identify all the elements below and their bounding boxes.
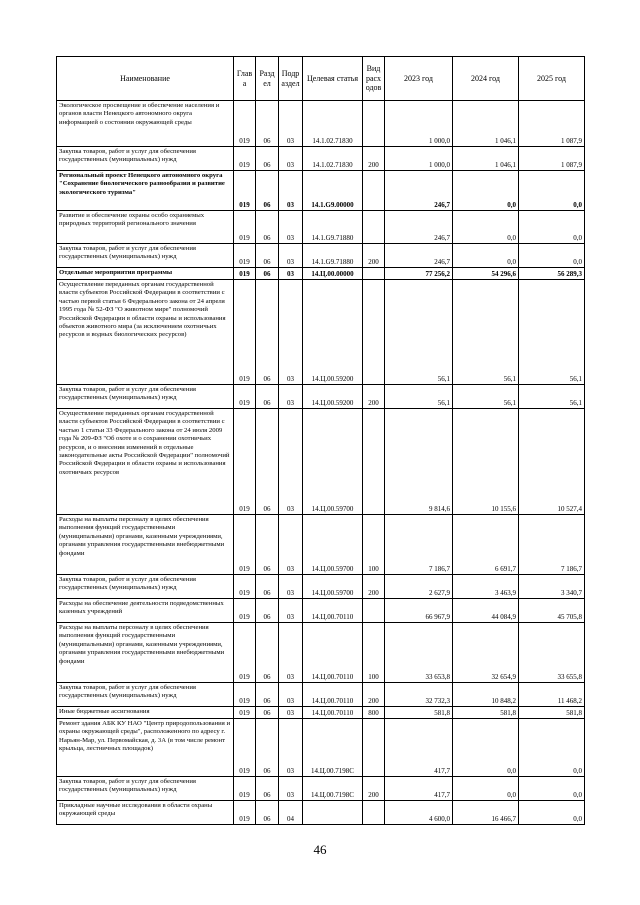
- row-name: Закупка товаров, работ и услуг для обеспечения государственных (муниципальных) нужд: [57, 575, 234, 599]
- row-value-2025: 0,0: [519, 211, 585, 244]
- row-razdel: 06: [256, 244, 279, 268]
- row-name: Расходы на обеспечение деятельности подведомственных казенных учреждений: [57, 599, 234, 623]
- row-podrazdel: 03: [279, 719, 303, 777]
- table-row: [57, 623, 585, 683]
- row-target-article: 14.1.02.71830: [303, 147, 363, 171]
- row-value-2024: 10 848,2: [453, 683, 519, 707]
- row-value-2025: 0,0: [519, 719, 585, 777]
- row-value-2023: 9 814,6: [385, 409, 453, 515]
- row-value-2025: 0,0: [519, 171, 585, 211]
- row-value-2024: 10 155,6: [453, 409, 519, 515]
- row-name: Экологическое просвещение и обеспечение населения и органов власти Ненецкого автономного округа информацией о состоянии окружающей среды: [57, 101, 234, 147]
- row-value-2024: 0,0: [453, 777, 519, 801]
- row-razdel: 06: [256, 211, 279, 244]
- row-podrazdel: 03: [279, 147, 303, 171]
- row-expense-type: [363, 101, 385, 147]
- row-glava: 019: [234, 171, 256, 211]
- table-row: [57, 385, 585, 409]
- page-number: 46: [313, 842, 327, 857]
- row-podrazdel: 03: [279, 777, 303, 801]
- row-glava: 019: [234, 101, 256, 147]
- row-razdel: 06: [256, 280, 279, 385]
- row-value-2025: 0,0: [519, 244, 585, 268]
- row-value-2023: 77 256,2: [385, 268, 453, 280]
- row-glava: 019: [234, 599, 256, 623]
- row-name: Прикладные научные исследования в области охраны окружающей среды: [57, 801, 234, 825]
- col-header-2023: 2023 год: [385, 57, 453, 101]
- row-name: Ремонт здания АБК КУ НАО "Центр природопользования и охраны окружающей среды", расположенного по адресу г. Нарьян-Мар, ул. Первомайская, д. 3А (в том числе ремонт крыльца, лестничных площадок): [57, 719, 234, 777]
- col-header-2024: 2024 год: [453, 57, 519, 101]
- table-row: [57, 719, 585, 777]
- col-header-glava: Глав а: [234, 57, 256, 101]
- row-glava: 019: [234, 268, 256, 280]
- row-value-2025: 0,0: [519, 777, 585, 801]
- row-value-2025: 56,1: [519, 280, 585, 385]
- row-target-article: 14.Ц.00.7198С: [303, 777, 363, 801]
- row-target-article: 14.Ц.00.59700: [303, 575, 363, 599]
- row-value-2023: 32 732,3: [385, 683, 453, 707]
- row-name: Отдельные мероприятия программы: [57, 268, 234, 280]
- row-glava: 019: [234, 683, 256, 707]
- row-value-2024: 56,1: [453, 280, 519, 385]
- row-razdel: 06: [256, 801, 279, 825]
- row-expense-type: [363, 599, 385, 623]
- row-razdel: 06: [256, 777, 279, 801]
- row-glava: 019: [234, 515, 256, 575]
- row-podrazdel: 03: [279, 244, 303, 268]
- row-name: Расходы на выплаты персоналу в целях обеспечения выполнения функций государственными (муниципальными) органами, казенными учреждениями, органами управления государственными внебюджетными фондами: [57, 623, 234, 683]
- table-row: [57, 683, 585, 707]
- col-header-razdel: Разд ел: [256, 57, 279, 101]
- row-value-2025: 1 087,9: [519, 147, 585, 171]
- row-expense-type: [363, 211, 385, 244]
- row-target-article: 14.1.G9.71880: [303, 211, 363, 244]
- row-razdel: 06: [256, 515, 279, 575]
- table-row: [57, 171, 585, 211]
- table-row: [57, 268, 585, 280]
- row-podrazdel: 03: [279, 409, 303, 515]
- table-row: [57, 801, 585, 825]
- row-expense-type: 200: [363, 777, 385, 801]
- table-row: [57, 280, 585, 385]
- row-value-2023: 417,7: [385, 719, 453, 777]
- row-value-2025: 45 705,8: [519, 599, 585, 623]
- row-podrazdel: 03: [279, 101, 303, 147]
- row-value-2025: 0,0: [519, 801, 585, 825]
- row-glava: 019: [234, 801, 256, 825]
- row-name: Расходы на выплаты персоналу в целях обеспечения выполнения функций государственными (муниципальными) органами, казенными учреждениями, органами управления государственными внебюджетными фондами: [57, 515, 234, 575]
- table-row: [57, 101, 585, 147]
- row-value-2024: 56,1: [453, 385, 519, 409]
- row-value-2024: 32 654,9: [453, 623, 519, 683]
- row-target-article: 14.Ц.00.59200: [303, 280, 363, 385]
- row-name: Закупка товаров, работ и услуг для обеспечения государственных (муниципальных) нужд: [57, 244, 234, 268]
- row-expense-type: 200: [363, 683, 385, 707]
- row-target-article: 14.Ц.00.59700: [303, 409, 363, 515]
- row-name: Иные бюджетные ассигнования: [57, 707, 234, 719]
- row-glava: 019: [234, 211, 256, 244]
- row-target-article: 14.Ц.00.59700: [303, 515, 363, 575]
- row-value-2023: 66 967,9: [385, 599, 453, 623]
- row-glava: 019: [234, 244, 256, 268]
- row-glava: 019: [234, 575, 256, 599]
- row-value-2023: 246,7: [385, 211, 453, 244]
- row-value-2025: 7 186,7: [519, 515, 585, 575]
- row-razdel: 06: [256, 101, 279, 147]
- table-row: [57, 211, 585, 244]
- row-name: Закупка товаров, работ и услуг для обеспечения государственных (муниципальных) нужд: [57, 683, 234, 707]
- row-name: Закупка товаров, работ и услуг для обеспечения государственных (муниципальных) нужд: [57, 147, 234, 171]
- row-value-2023: 33 653,8: [385, 623, 453, 683]
- row-target-article: 14.Ц.00.70110: [303, 623, 363, 683]
- row-podrazdel: 03: [279, 211, 303, 244]
- row-expense-type: [363, 268, 385, 280]
- row-podrazdel: 03: [279, 385, 303, 409]
- row-razdel: 06: [256, 623, 279, 683]
- table-row: [57, 777, 585, 801]
- row-value-2023: 7 186,7: [385, 515, 453, 575]
- row-value-2024: 54 296,6: [453, 268, 519, 280]
- row-value-2023: 56,1: [385, 280, 453, 385]
- row-razdel: 06: [256, 147, 279, 171]
- row-value-2025: 33 655,8: [519, 623, 585, 683]
- row-razdel: 06: [256, 683, 279, 707]
- row-glava: 019: [234, 280, 256, 385]
- row-podrazdel: 04: [279, 801, 303, 825]
- row-target-article: 14.Ц.00.7198С: [303, 719, 363, 777]
- row-podrazdel: 03: [279, 280, 303, 385]
- row-value-2024: 1 046,1: [453, 147, 519, 171]
- row-podrazdel: 03: [279, 599, 303, 623]
- table-row: [57, 409, 585, 515]
- row-value-2024: 44 084,9: [453, 599, 519, 623]
- row-name: Развитие и обеспечение охраны особо охраняемых природных территорий регионального значения: [57, 211, 234, 244]
- table-row: [57, 575, 585, 599]
- table-row: [57, 147, 585, 171]
- row-expense-type: 100: [363, 515, 385, 575]
- row-target-article: 14.1.G9.00000: [303, 171, 363, 211]
- row-podrazdel: 03: [279, 268, 303, 280]
- row-value-2023: 1 000,0: [385, 147, 453, 171]
- row-name: Осуществление переданных органам государственной власти субъектов Российской Федерации в соответствии с частью 1 статьи 33 Федерального закона от 24 июля 2009 года № 209-ФЗ "Об охоте и о сохранении охотничьих ресурсов, и о внесении изменений в отдельные законодательные акты Российской Федерации" полномочий Российской Федерации в области охраны и использования охотничьих ресурсов: [57, 409, 234, 515]
- row-value-2023: 417,7: [385, 777, 453, 801]
- row-glava: 019: [234, 385, 256, 409]
- row-expense-type: [363, 801, 385, 825]
- row-target-article: 14.Ц.00.00000: [303, 268, 363, 280]
- row-value-2023: 2 627,9: [385, 575, 453, 599]
- row-value-2023: 246,7: [385, 244, 453, 268]
- row-target-article: 14.Ц.00.70110: [303, 707, 363, 719]
- row-value-2024: 6 691,7: [453, 515, 519, 575]
- col-header-target-article: Целевая статья: [303, 57, 363, 101]
- row-glava: 019: [234, 147, 256, 171]
- row-razdel: 06: [256, 268, 279, 280]
- row-target-article: 14.1.02.71830: [303, 101, 363, 147]
- row-value-2024: 0,0: [453, 211, 519, 244]
- row-glava: 019: [234, 707, 256, 719]
- row-expense-type: 100: [363, 623, 385, 683]
- row-podrazdel: 03: [279, 515, 303, 575]
- row-value-2025: 1 087,9: [519, 101, 585, 147]
- row-target-article: 14.1.G9.71880: [303, 244, 363, 268]
- row-razdel: 06: [256, 409, 279, 515]
- row-expense-type: 200: [363, 147, 385, 171]
- row-value-2024: 1 046,1: [453, 101, 519, 147]
- table-row: [57, 244, 585, 268]
- row-podrazdel: 03: [279, 575, 303, 599]
- row-glava: 019: [234, 409, 256, 515]
- row-expense-type: 200: [363, 244, 385, 268]
- row-expense-type: 200: [363, 575, 385, 599]
- col-header-name: Наименование: [57, 57, 234, 101]
- row-expense-type: 800: [363, 707, 385, 719]
- row-podrazdel: 03: [279, 171, 303, 211]
- row-expense-type: [363, 409, 385, 515]
- row-target-article: [303, 801, 363, 825]
- row-value-2024: 0,0: [453, 719, 519, 777]
- row-target-article: 14.Ц.00.70110: [303, 683, 363, 707]
- row-podrazdel: 03: [279, 683, 303, 707]
- row-razdel: 06: [256, 707, 279, 719]
- row-value-2023: 1 000,0: [385, 101, 453, 147]
- row-name: Региональный проект Ненецкого автономного округа "Сохранение биологического разнообразия и развитие экологического туризма": [57, 171, 234, 211]
- table-row: [57, 515, 585, 575]
- row-glava: 019: [234, 777, 256, 801]
- row-value-2025: 56,1: [519, 385, 585, 409]
- row-value-2025: 10 527,4: [519, 409, 585, 515]
- row-target-article: 14.Ц.00.59200: [303, 385, 363, 409]
- header-row: [57, 57, 585, 101]
- row-value-2023: 4 600,0: [385, 801, 453, 825]
- row-value-2024: 3 463,9: [453, 575, 519, 599]
- row-expense-type: [363, 171, 385, 211]
- row-glava: 019: [234, 719, 256, 777]
- row-expense-type: 200: [363, 385, 385, 409]
- col-header-podrazdel: Подр аздел: [279, 57, 303, 101]
- col-header-expense-type: Вид расх одов: [363, 57, 385, 101]
- row-value-2023: 581,8: [385, 707, 453, 719]
- row-value-2023: 56,1: [385, 385, 453, 409]
- row-podrazdel: 03: [279, 707, 303, 719]
- row-glava: 019: [234, 623, 256, 683]
- row-razdel: 06: [256, 171, 279, 211]
- row-value-2025: 581,8: [519, 707, 585, 719]
- row-value-2025: 11 468,2: [519, 683, 585, 707]
- row-expense-type: [363, 719, 385, 777]
- row-value-2024: 0,0: [453, 171, 519, 211]
- row-razdel: 06: [256, 719, 279, 777]
- row-expense-type: [363, 280, 385, 385]
- table-row: [57, 707, 585, 719]
- row-target-article: 14.Ц.00.70110: [303, 599, 363, 623]
- row-razdel: 06: [256, 385, 279, 409]
- table-row: [57, 599, 585, 623]
- budget-table: [56, 56, 585, 825]
- row-name: Закупка товаров, работ и услуг для обеспечения государственных (муниципальных) нужд: [57, 385, 234, 409]
- row-razdel: 06: [256, 575, 279, 599]
- row-podrazdel: 03: [279, 623, 303, 683]
- row-value-2023: 246,7: [385, 171, 453, 211]
- row-value-2024: 581,8: [453, 707, 519, 719]
- row-value-2025: 56 289,3: [519, 268, 585, 280]
- col-header-2025: 2025 год: [519, 57, 585, 101]
- row-name: Закупка товаров, работ и услуг для обеспечения государственных (муниципальных) нужд: [57, 777, 234, 801]
- row-value-2024: 16 466,7: [453, 801, 519, 825]
- row-value-2024: 0,0: [453, 244, 519, 268]
- row-razdel: 06: [256, 599, 279, 623]
- row-value-2025: 3 340,7: [519, 575, 585, 599]
- row-name: Осуществление переданных органам государственной власти субъектов Российской Федерации в соответствии с частью первой статьи 6 Федерального закона от 24 апреля 1995 года № 52-ФЗ "О животном мире" полномочий Российской Федерации в области охраны и использования объектов животного мира (за исключением охотничьих ресурсов и водных биологических ресурсов): [57, 280, 234, 385]
